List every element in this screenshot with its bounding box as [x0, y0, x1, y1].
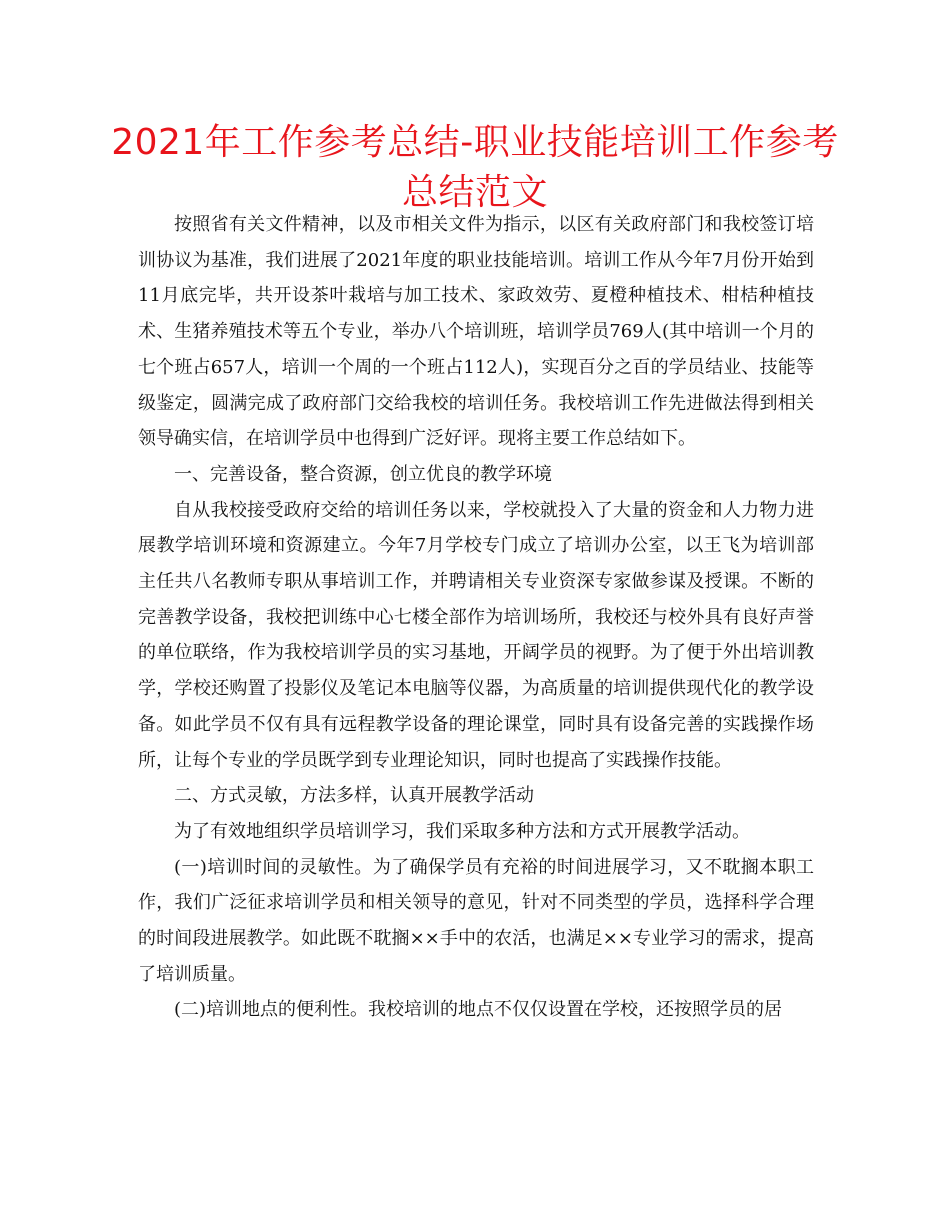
document-title: 2021年工作参考总结-职业技能培训工作参考总结范文	[111, 122, 839, 213]
section-heading-1: 一、完善设备，整合资源，创立优良的教学环境	[174, 463, 552, 485]
paragraph-training-location: (二)培训地点的便利性。我校培训的地点不仅仅设置在学校，还按照学员的居	[174, 999, 783, 1021]
paragraph-intro: 按照省有关文件精神，以及市相关文件为指示，以区有关政府部门和我校签订培训协议为基准，我们进展了2021年度的职业技能培训。培训工作从今年7月份开始到11月底完毕，共开设茶叶栽培与加工技术、家政效劳、夏橙种植技术、柑桔种植技术、生猪养殖技术等五个专业，举办八个培训班，培训学员769人(其中培训一个月的七个班占657人，培训一个周的一个班占112人)，实现百分之百的学员结业、技能等级鉴定，圆满完成了政府部门交给我校的培训任务。我校培训工作先进做法得到相关领导确实信，在培训学员中也得到广泛好评。现将主要工作总结如下。	[138, 214, 814, 450]
paragraph-training-time: (一)培训时间的灵敏性。为了确保学员有充裕的时间进展学习，又不耽搁本职工作，我们广泛征求培训学员和相关领导的意见，针对不同类型的学员，选择科学合理的时间段进展教学。如此既不耽搁××手中的农活，也满足××专业学习的需求，提高了培训质量。	[138, 856, 814, 985]
section-heading-2: 二、方式灵敏，方法多样，认真开展教学活动	[174, 785, 534, 807]
paragraph-section-2-intro: 为了有效地组织学员培训学习，我们采取多种方法和方式开展教学活动。	[174, 820, 750, 842]
paragraph-section-1: 自从我校接受政府交给的培训任务以来，学校就投入了大量的资金和人力物力进展教学培训环境和资源建立。今年7月学校专门成立了培训办公室，以王飞为培训部主任共八名教师专职从事培训工作，并聘请相关专业资深专家做参谋及授课。不断的完善教学设备，我校把训练中心七楼全部作为培训场所，我校还与校外具有良好声誉的单位联络，作为我校培训学员的实习基地，开阔学员的视野。为了便于外出培训教学，学校还购置了投影仪及笔记本电脑等仪器，为高质量的培训提供现代化的教学设备。如此学员不仅有具有远程教学设备的理论课堂，同时具有设备完善的实践操作场所，让每个专业的学员既学到专业理论知识，同时也提高了实践操作技能。	[138, 499, 814, 771]
document-body	[138, 207, 814, 1028]
